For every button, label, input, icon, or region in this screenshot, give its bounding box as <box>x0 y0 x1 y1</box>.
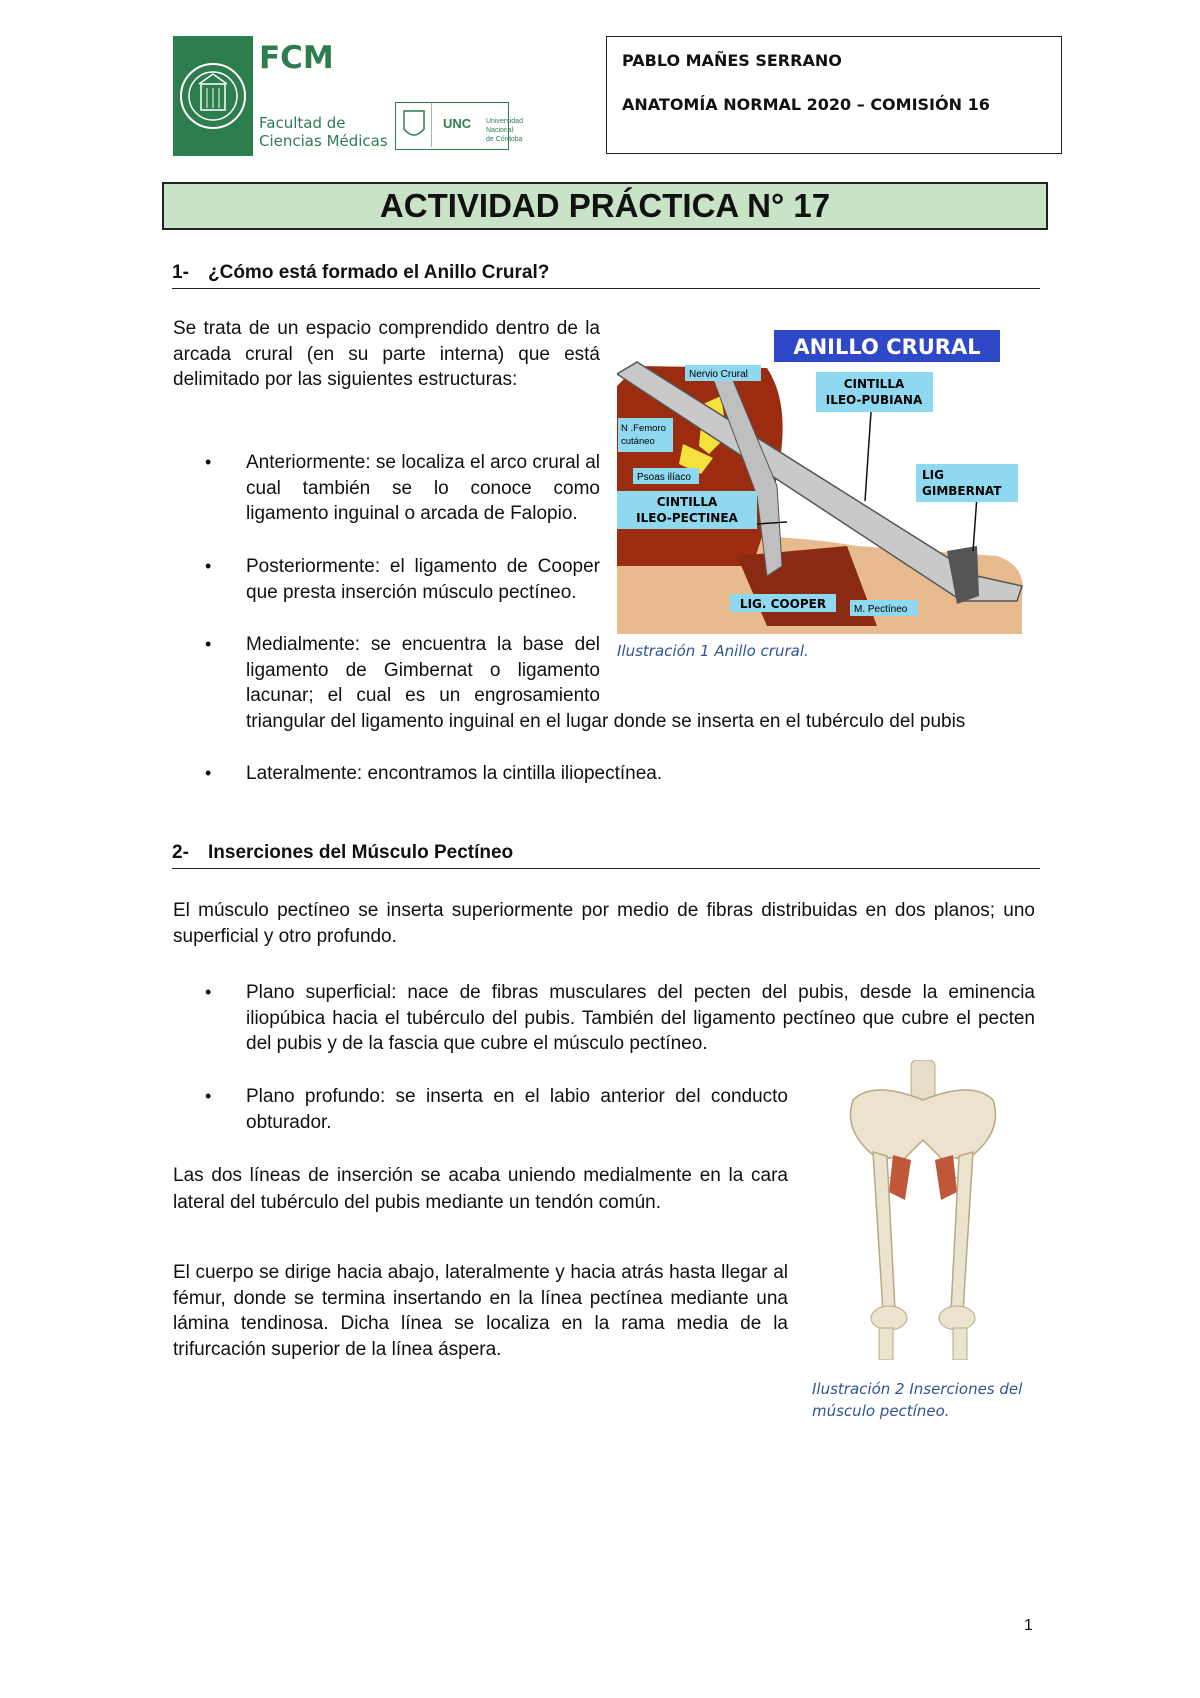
figure1-caption: Ilustración 1 Anillo crural. <box>617 642 809 660</box>
bullet-dot: • <box>205 556 212 576</box>
pelvis-skeleton-illustration <box>833 1060 1013 1360</box>
bullet-dot: • <box>205 1086 212 1106</box>
section1-bullet-2: Posteriormente: el ligamento de Cooper que presta inserción músculo pectíneo. <box>246 556 600 603</box>
section2-number: 2- <box>172 842 189 863</box>
author-box <box>606 36 1062 154</box>
logo-faculty-line2: Ciencias Médicas <box>259 132 388 150</box>
section2-heading <box>172 842 1040 869</box>
unc-line3: de Córdoba <box>486 136 523 143</box>
label-pectineo: M. Pectíneo <box>854 604 908 615</box>
logo-faculty-line1: Facultad de <box>259 114 346 132</box>
section1-bullet-1: Anteriormente: se localiza el arco crural al cual también se lo conoce como ligamento inguinal o arcada de Falopio. <box>246 452 600 524</box>
label-nervio-crural: Nervio Crural <box>689 369 748 380</box>
fcm-unc-logo <box>173 36 535 156</box>
label-ileo-pubiana-2: ILEO-PUBIANA <box>825 393 923 407</box>
pelvis-femur-figure <box>833 1060 1013 1360</box>
page-title: ACTIVIDAD PRÁCTICA N° 17 <box>379 187 831 224</box>
section2-bullet-1: Plano superficial: nace de fibras musculares del pecten del pubis, desde la eminencia iliopúbica hacia el tubérculo del pubis. También del ligamento pectíneo que cubre el pecten del pubis y de la fascia que cubre el músculo pectíneo. <box>246 982 1035 1054</box>
section1-intro: Se trata de un espacio comprendido dentro de la arcada crural (en su parte interna) que está delimitado por las siguientes estructuras: <box>173 318 600 390</box>
unc-label: UNC <box>443 116 472 131</box>
section1-heading <box>172 262 1040 289</box>
section1-bullet-4: Lateralmente: encontramos la cintilla iliopectínea. <box>246 763 663 784</box>
section2-bullet-2: Plano profundo: se inserta en el labio anterior del conducto obturador. <box>246 1086 788 1133</box>
bullet-dot: • <box>205 634 212 654</box>
section2-title: Inserciones del Músculo Pectíneo <box>208 842 514 863</box>
section1-title: ¿Cómo está formado el Anillo Crural? <box>208 262 550 283</box>
bullet-dot: • <box>205 452 212 472</box>
course-name: ANATOMÍA NORMAL 2020 – COMISIÓN 16 <box>622 95 990 114</box>
label-ileo-pectinea-2: ILEO-PECTINEA <box>636 511 738 525</box>
title-banner <box>162 182 1048 230</box>
section1-bullet-3-body: Medialmente: se encuentra la base del ligamento de Gimbernat o ligamento lacunar; el cual es un engrosamiento triangular del ligamento inguinal en el lugar donde se inserta en el tubérculo del pubis <box>246 634 966 732</box>
label-psoas: Psoas ilíaco <box>637 472 691 483</box>
label-cooper: LIG. COOPER <box>739 597 827 611</box>
fcm-seal-icon <box>173 36 253 156</box>
label-femoro-2: cutáneo <box>621 436 655 447</box>
section2-para2: El cuerpo se dirige hacia abajo, lateralmente y hacia atrás hasta llegar al fémur, donde se termina insertando en la línea pectínea mediante una lámina tendinosa. Dicha línea se localiza en la rama media de la trifurcación superior de la línea áspera. <box>173 1262 788 1360</box>
section2-para1: Las dos líneas de inserción se acaba uniendo medialmente en la cara lateral del tubérculo del pubis mediante un tendón común. <box>173 1165 788 1213</box>
label-ileo-pectinea-1: CINTILLA <box>656 495 718 509</box>
figure2-caption-line2: músculo pectíneo. <box>812 1402 950 1420</box>
unc-line2: Nacional <box>486 127 514 134</box>
page-number: 1 <box>1024 1617 1033 1634</box>
bullet-dot: • <box>205 763 212 783</box>
section1-number: 1- <box>172 262 189 283</box>
section2-intro: El músculo pectíneo se inserta superiormente por medio de fibras distribuidas en dos planos; uno superficial y otro profundo. <box>173 900 1035 947</box>
figure1-title: ANILLO CRURAL <box>793 335 981 359</box>
label-gimbernat-2: GIMBERNAT <box>922 484 1002 498</box>
label-femoro-1: N .Femoro <box>621 423 666 434</box>
anillo-crural-illustration <box>617 326 1027 634</box>
bullet-dot: • <box>205 982 212 1002</box>
label-gimbernat-1: LIG <box>922 468 944 482</box>
unc-line1: Universidad <box>486 118 523 125</box>
label-ileo-pubiana-1: CINTILLA <box>843 377 905 391</box>
logo-fcm-text: FCM <box>259 40 334 76</box>
author-name: PABLO MAÑES SERRANO <box>622 51 842 70</box>
anillo-crural-figure <box>617 326 1027 634</box>
unc-shield-icon <box>396 103 432 147</box>
figure2-caption-line1: Ilustración 2 Inserciones del <box>812 1380 1023 1398</box>
